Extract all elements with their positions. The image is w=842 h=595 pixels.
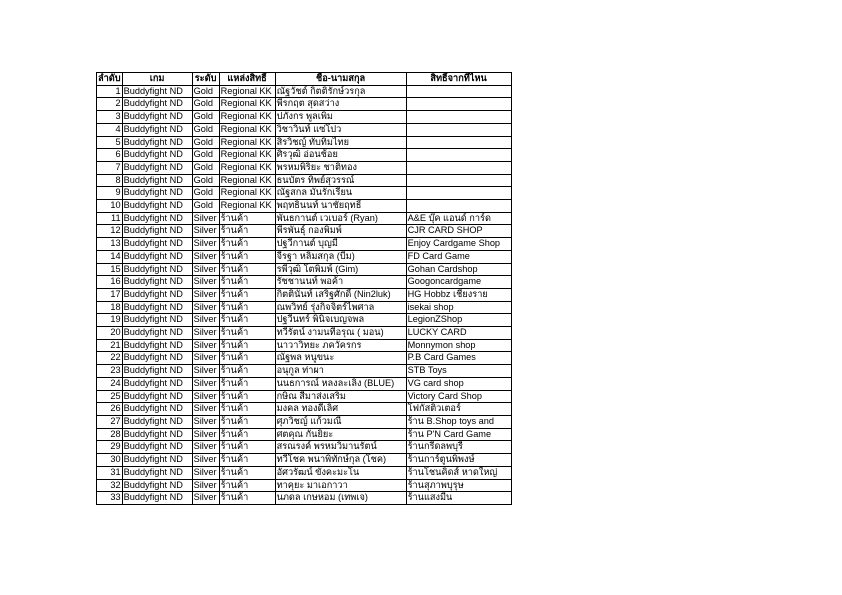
table-row — [97, 187, 512, 200]
cell-level: Gold — [192, 123, 219, 136]
cell-source: ร้านค้า — [219, 441, 275, 454]
cell-qualified-from: LUCKY CARD — [406, 327, 511, 340]
cell-game: Buddyfight ND — [122, 98, 192, 111]
cell-level: Silver — [192, 263, 219, 276]
cell-game: Buddyfight ND — [122, 428, 192, 441]
table-row — [97, 390, 512, 403]
table-body — [97, 85, 512, 504]
cell-qualified-from: A&E บุ๊ค แอนด์ การ์ด — [406, 212, 511, 225]
cell-level: Gold — [192, 187, 219, 200]
cell-name: กษิณ สีมาส่งเสริม — [275, 390, 406, 403]
table-row — [97, 301, 512, 314]
cell-order: 12 — [97, 225, 123, 238]
cell-source: ร้านค้า — [219, 263, 275, 276]
table-row — [97, 339, 512, 352]
cell-order: 31 — [97, 466, 123, 479]
cell-name: ณพวิทย์ รุ่งกิจจิตร์ไพศาล — [275, 301, 406, 314]
cell-level: Gold — [192, 111, 219, 124]
cell-name: พฤทธินนท์ นาชัยฤทธิ์ — [275, 200, 406, 213]
cell-name: วิชาวินท์ แซ่โปว — [275, 123, 406, 136]
cell-source: ร้านค้า — [219, 314, 275, 327]
cell-level: Silver — [192, 492, 219, 505]
header-qualified-from: สิทธิ์จากที่ไหน — [406, 73, 511, 86]
table-row — [97, 111, 512, 124]
cell-name: พันธกานต์ เวเบอร์ (Ryan) — [275, 212, 406, 225]
cell-name: ทวีโชค พนาพิทักษ์กุล (โชค) — [275, 454, 406, 467]
cell-source: Regional KK — [219, 136, 275, 149]
cell-name: จีรฐา หลิมสกุล (บีม) — [275, 250, 406, 263]
cell-name: ศตคุณ กันยิยะ — [275, 428, 406, 441]
table-row — [97, 225, 512, 238]
cell-order: 15 — [97, 263, 123, 276]
cell-source: ร้านค้า — [219, 327, 275, 340]
table-row — [97, 212, 512, 225]
cell-order: 32 — [97, 479, 123, 492]
cell-game: Buddyfight ND — [122, 212, 192, 225]
cell-qualified-from — [406, 149, 511, 162]
cell-name: รพีวุฒิ โตพิมพ์ (Gim) — [275, 263, 406, 276]
players-table — [96, 72, 512, 505]
cell-qualified-from — [406, 98, 511, 111]
cell-qualified-from: VG card shop — [406, 377, 511, 390]
cell-qualified-from: Enjoy Cardgame Shop — [406, 238, 511, 251]
cell-level: Silver — [192, 365, 219, 378]
cell-game: Buddyfight ND — [122, 238, 192, 251]
cell-source: Regional KK — [219, 98, 275, 111]
table-row — [97, 200, 512, 213]
cell-game: Buddyfight ND — [122, 187, 192, 200]
cell-game: Buddyfight ND — [122, 276, 192, 289]
cell-game: Buddyfight ND — [122, 441, 192, 454]
cell-level: Silver — [192, 250, 219, 263]
cell-level: Gold — [192, 136, 219, 149]
cell-qualified-from — [406, 161, 511, 174]
cell-game: Buddyfight ND — [122, 466, 192, 479]
cell-game: Buddyfight ND — [122, 149, 192, 162]
cell-source: ร้านค้า — [219, 390, 275, 403]
cell-name: ปฐวีนทร์ พินิจเบญจพล — [275, 314, 406, 327]
cell-qualified-from: HG Hobbz เชียงราย — [406, 288, 511, 301]
cell-order: 3 — [97, 111, 123, 124]
cell-qualified-from: ร้านกรีดลพบุรี — [406, 441, 511, 454]
cell-level: Silver — [192, 352, 219, 365]
cell-level: Silver — [192, 466, 219, 479]
cell-game: Buddyfight ND — [122, 161, 192, 174]
header-name: ชื่อ-นามสกุล — [275, 73, 406, 86]
cell-level: Silver — [192, 479, 219, 492]
cell-level: Silver — [192, 428, 219, 441]
table-row — [97, 123, 512, 136]
cell-source: Regional KK — [219, 123, 275, 136]
cell-order: 6 — [97, 149, 123, 162]
cell-order: 28 — [97, 428, 123, 441]
cell-level: Silver — [192, 225, 219, 238]
table-row — [97, 238, 512, 251]
cell-level: Gold — [192, 200, 219, 213]
cell-name: ณัฐพล หนูขนะ — [275, 352, 406, 365]
cell-order: 4 — [97, 123, 123, 136]
cell-qualified-from: CJR CARD SHOP — [406, 225, 511, 238]
cell-order: 17 — [97, 288, 123, 301]
table-row — [97, 403, 512, 416]
table-row — [97, 327, 512, 340]
cell-name: กิตตินันท์ เสริฐศักดิ์ (Nin2luk) — [275, 288, 406, 301]
cell-game: Buddyfight ND — [122, 225, 192, 238]
cell-order: 26 — [97, 403, 123, 416]
cell-game: Buddyfight ND — [122, 365, 192, 378]
cell-source: ร้านค้า — [219, 466, 275, 479]
cell-name: มงคล ทองดีเลิศ — [275, 403, 406, 416]
cell-source: ร้านค้า — [219, 276, 275, 289]
cell-game: Buddyfight ND — [122, 352, 192, 365]
cell-level: Gold — [192, 85, 219, 98]
cell-qualified-from: Googoncardgame — [406, 276, 511, 289]
table-row — [97, 441, 512, 454]
table-row — [97, 492, 512, 505]
cell-name: ณัฐสกล มันรักเรียน — [275, 187, 406, 200]
cell-game: Buddyfight ND — [122, 377, 192, 390]
cell-order: 18 — [97, 301, 123, 314]
cell-name: พีรกฤต สุดสว่าง — [275, 98, 406, 111]
cell-source: ร้านค้า — [219, 492, 275, 505]
cell-order: 29 — [97, 441, 123, 454]
cell-qualified-from — [406, 85, 511, 98]
cell-game: Buddyfight ND — [122, 314, 192, 327]
table-row — [97, 174, 512, 187]
table-row — [97, 365, 512, 378]
cell-source: ร้านค้า — [219, 365, 275, 378]
cell-game: Buddyfight ND — [122, 263, 192, 276]
cell-name: ปฐวีกานต์ บุญมี — [275, 238, 406, 251]
cell-order: 30 — [97, 454, 123, 467]
cell-game: Buddyfight ND — [122, 174, 192, 187]
cell-level: Silver — [192, 314, 219, 327]
cell-name: ศิรวุฒิ อ่อนช้อย — [275, 149, 406, 162]
cell-order: 9 — [97, 187, 123, 200]
cell-order: 1 — [97, 85, 123, 98]
cell-level: Silver — [192, 301, 219, 314]
cell-source: ร้านค้า — [219, 428, 275, 441]
cell-name: ทวีรัตน์ งามนทีอรุณ ( มอน) — [275, 327, 406, 340]
table-row — [97, 288, 512, 301]
header-level: ระดับ — [192, 73, 219, 86]
cell-qualified-from: ร้าน P'N Card Game — [406, 428, 511, 441]
cell-source: ร้านค้า — [219, 339, 275, 352]
cell-qualified-from: isekai shop — [406, 301, 511, 314]
cell-level: Gold — [192, 174, 219, 187]
cell-qualified-from: Monnymon shop — [406, 339, 511, 352]
cell-source: Regional KK — [219, 161, 275, 174]
cell-qualified-from: P.B Card Games — [406, 352, 511, 365]
cell-level: Silver — [192, 403, 219, 416]
cell-level: Silver — [192, 339, 219, 352]
cell-source: ร้านค้า — [219, 352, 275, 365]
cell-game: Buddyfight ND — [122, 415, 192, 428]
cell-level: Silver — [192, 288, 219, 301]
cell-name: ทาคุยะ มาเอกาวา — [275, 479, 406, 492]
cell-level: Silver — [192, 377, 219, 390]
cell-source: ร้านค้า — [219, 415, 275, 428]
cell-source: Regional KK — [219, 111, 275, 124]
cell-game: Buddyfight ND — [122, 200, 192, 213]
cell-source: Regional KK — [219, 200, 275, 213]
cell-name: อัศวรัฒน์ ขังคะมะโน — [275, 466, 406, 479]
cell-name: สรณรงค์ พรหมวิมานรัตน์ — [275, 441, 406, 454]
cell-level: Silver — [192, 212, 219, 225]
cell-name: นาวาวิทยะ ภควัครกร — [275, 339, 406, 352]
table-row — [97, 479, 512, 492]
cell-game: Buddyfight ND — [122, 301, 192, 314]
cell-name: พีรพันธุ์ กองพิมพ์ — [275, 225, 406, 238]
table-row — [97, 98, 512, 111]
table-row — [97, 466, 512, 479]
cell-qualified-from — [406, 200, 511, 213]
cell-game: Buddyfight ND — [122, 85, 192, 98]
header-source: แหล่งสิทธิ์ — [219, 73, 275, 86]
cell-level: Silver — [192, 441, 219, 454]
cell-source: Regional KK — [219, 149, 275, 162]
table-row — [97, 85, 512, 98]
cell-name: นภดล เกษหอม (เทพเจ) — [275, 492, 406, 505]
cell-name: นนธการณ์ หลงละเลิง (BLUE) — [275, 377, 406, 390]
cell-order: 10 — [97, 200, 123, 213]
cell-game: Buddyfight ND — [122, 454, 192, 467]
cell-source: ร้านค้า — [219, 403, 275, 416]
cell-qualified-from — [406, 174, 511, 187]
cell-order: 8 — [97, 174, 123, 187]
cell-order: 27 — [97, 415, 123, 428]
cell-level: Silver — [192, 238, 219, 251]
table-row — [97, 454, 512, 467]
cell-name: รัชชานนท์ พอค้า — [275, 276, 406, 289]
cell-qualified-from: โฟกัสติวเตอร์ — [406, 403, 511, 416]
cell-source: ร้านค้า — [219, 454, 275, 467]
table-row — [97, 136, 512, 149]
table-row — [97, 428, 512, 441]
cell-name: พรหมพิริยะ ชาติทอง — [275, 161, 406, 174]
cell-order: 20 — [97, 327, 123, 340]
table-row — [97, 276, 512, 289]
cell-name: ปภังกร พูลเพิ่ม — [275, 111, 406, 124]
cell-source: Regional KK — [219, 85, 275, 98]
cell-level: Silver — [192, 454, 219, 467]
cell-game: Buddyfight ND — [122, 288, 192, 301]
cell-order: 16 — [97, 276, 123, 289]
cell-qualified-from: LegionZShop — [406, 314, 511, 327]
cell-name: ณัฐวัชต์ กิตติรักษ์วรกุล — [275, 85, 406, 98]
cell-qualified-from — [406, 123, 511, 136]
cell-order: 33 — [97, 492, 123, 505]
cell-name: อนุกูล ท่าผา — [275, 365, 406, 378]
cell-order: 25 — [97, 390, 123, 403]
cell-name: ธนบัตร ทิพย์สุวรรณ์ — [275, 174, 406, 187]
cell-level: Gold — [192, 161, 219, 174]
cell-level: Gold — [192, 98, 219, 111]
cell-name: สิรวิชญ์ ทับทิมไทย — [275, 136, 406, 149]
cell-game: Buddyfight ND — [122, 492, 192, 505]
table-row — [97, 377, 512, 390]
cell-name: ศุภวิชญ์ แก้วมณี — [275, 415, 406, 428]
cell-game: Buddyfight ND — [122, 250, 192, 263]
cell-source: ร้านค้า — [219, 288, 275, 301]
cell-level: Silver — [192, 327, 219, 340]
cell-qualified-from — [406, 136, 511, 149]
cell-qualified-from: ร้านแสงมีน — [406, 492, 511, 505]
cell-qualified-from: Victory Card Shop — [406, 390, 511, 403]
cell-order: 11 — [97, 212, 123, 225]
cell-level: Silver — [192, 276, 219, 289]
cell-order: 7 — [97, 161, 123, 174]
cell-game: Buddyfight ND — [122, 136, 192, 149]
cell-order: 19 — [97, 314, 123, 327]
cell-level: Silver — [192, 415, 219, 428]
cell-level: Silver — [192, 390, 219, 403]
cell-qualified-from: ร้านสุภาพบุรุษ — [406, 479, 511, 492]
cell-order: 2 — [97, 98, 123, 111]
cell-qualified-from: ร้านการ์ตูนพิพงษ์ — [406, 454, 511, 467]
cell-source: ร้านค้า — [219, 301, 275, 314]
cell-order: 13 — [97, 238, 123, 251]
table-row — [97, 149, 512, 162]
cell-source: ร้านค้า — [219, 250, 275, 263]
cell-level: Gold — [192, 149, 219, 162]
cell-source: ร้านค้า — [219, 479, 275, 492]
table-row — [97, 161, 512, 174]
cell-order: 24 — [97, 377, 123, 390]
table-row — [97, 263, 512, 276]
cell-game: Buddyfight ND — [122, 111, 192, 124]
cell-game: Buddyfight ND — [122, 390, 192, 403]
header-row — [97, 73, 512, 86]
cell-qualified-from: ร้าน B.Shop toys and — [406, 415, 511, 428]
cell-order: 22 — [97, 352, 123, 365]
cell-game: Buddyfight ND — [122, 339, 192, 352]
cell-game: Buddyfight ND — [122, 123, 192, 136]
cell-source: ร้านค้า — [219, 225, 275, 238]
header-game: เกม — [122, 73, 192, 86]
cell-game: Buddyfight ND — [122, 403, 192, 416]
cell-game: Buddyfight ND — [122, 327, 192, 340]
cell-source: Regional KK — [219, 187, 275, 200]
cell-source: ร้านค้า — [219, 238, 275, 251]
cell-qualified-from — [406, 187, 511, 200]
cell-source: Regional KK — [219, 174, 275, 187]
cell-order: 21 — [97, 339, 123, 352]
cell-qualified-from — [406, 111, 511, 124]
cell-source: ร้านค้า — [219, 377, 275, 390]
cell-game: Buddyfight ND — [122, 479, 192, 492]
cell-order: 14 — [97, 250, 123, 263]
cell-source: ร้านค้า — [219, 212, 275, 225]
cell-qualified-from: Gohan Cardshop — [406, 263, 511, 276]
table-row — [97, 352, 512, 365]
header-order: ลำดับ — [97, 73, 123, 86]
table-row — [97, 250, 512, 263]
cell-qualified-from: STB Toys — [406, 365, 511, 378]
table-row — [97, 415, 512, 428]
table-row — [97, 314, 512, 327]
cell-qualified-from: FD Card Game — [406, 250, 511, 263]
cell-order: 5 — [97, 136, 123, 149]
cell-qualified-from: ร้านโชนคิดส์ หาดใหญ่ — [406, 466, 511, 479]
cell-order: 23 — [97, 365, 123, 378]
